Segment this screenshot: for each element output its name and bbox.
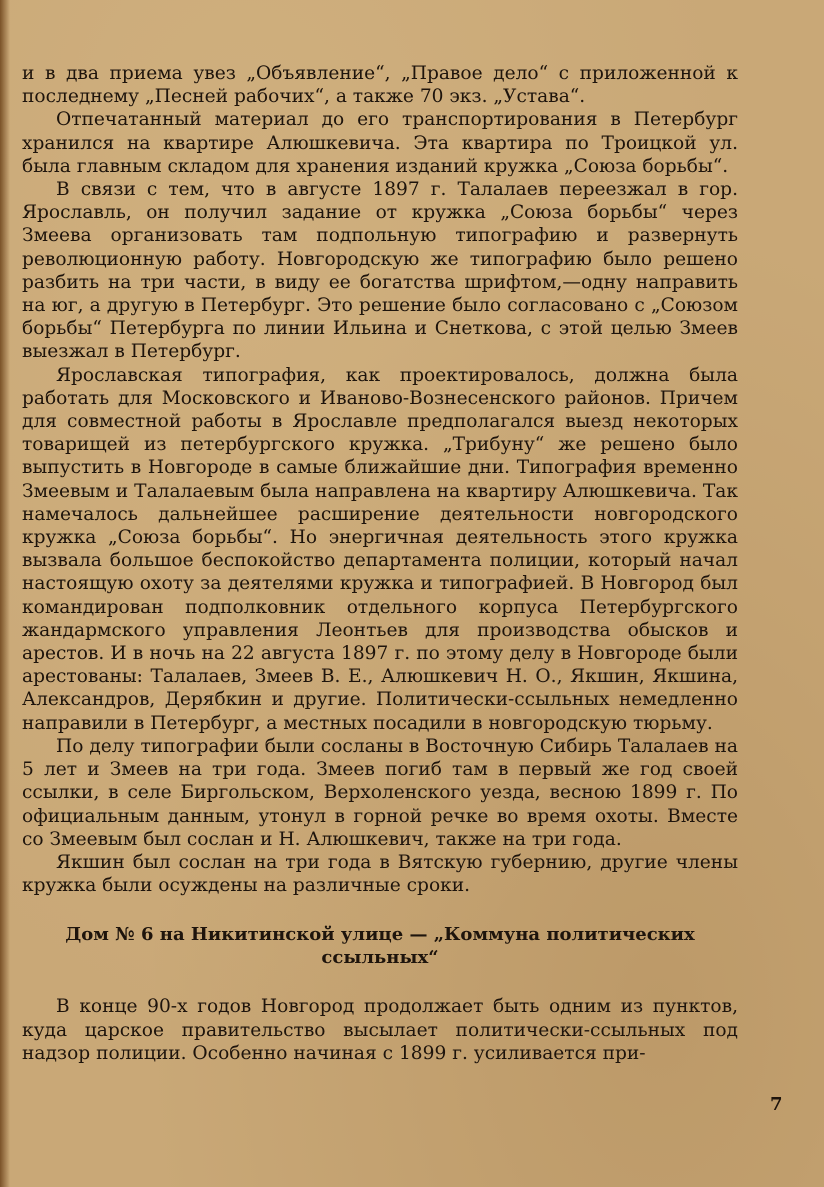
paragraph-2: Отпечатанный материал до его транспортирования в Петербург хранился на квартире Алюшкевича. Эта квартира по Троицкой ул. была главным складом для хранения изданий кружка „Союза борьбы“. <box>22 109 738 177</box>
page-number: 7 <box>770 1094 783 1115</box>
section-heading: Дом № 6 на Никитинской улице — „Коммуна политических ссыльных“ <box>65 924 695 969</box>
paragraph-5: По делу типографии были сосланы в Восточную Сибирь Талалаев на 5 лет и Змеев на три года. Змеев погиб там в первый же год своей ссылки, в селе Биргольском, Верхоленского уезда, весною 1899 г. По официальным данным, утонул в горной речке во время охоты. Вместе со Змеевым был сослан и Н. Алюшкевич, также на три года. <box>22 735 738 850</box>
page-edge-shadow <box>0 0 10 1187</box>
paragraph-7: В конце 90-х годов Новгород продолжает быть одним из пунктов, куда царское правительство высылает политически-ссыльных под надзор полиции. Особенно начиная с 1899 г. усиливается при- <box>22 996 738 1064</box>
paragraph-4: Ярославская типография, как проектировалось, должна была работать для Московского и Иваново-Вознесенского районов. Причем для совместной работы в Ярославле предполагался выезд некоторых товарищей из петербургского кружка. „Трибуну“ же решено было выпустить в Новгороде в самые ближайшие дни. Типография временно Змеевым и Талалаевым была направлена на квартиру Алюшкевича. Так намечалось дальнейшее расширение деятельности новгородского кружка „Союза борьбы“. Но энергичная деятельность этого кружка вызвала большое беспокойство департамента полиции, который начал настоящую охоту за деятелями кружка и типографией. В Новгород был командирован подполковник отдельного корпуса Петербургского жандармского управления Леонтьев для производства обысков и арестов. И в ночь на 22 августа 1897 г. по этому делу в Новгороде были арестованы: Талалаев, Змеев В. Е., Алюшкевич Н. О., Якшин, Якшина, Александров, Дерябкин и другие. Политически-ссыльных немедленно направили в Петербург, а местных посадили в новгородскую тюрьму. <box>22 364 738 734</box>
paragraph-3: В связи с тем, что в августе 1897 г. Талалаев переезжал в гор. Ярославль, он получил задание от кружка „Союза борьбы“ через Змеева организовать там подпольную типографию и развернуть революционную работу. Новгородскую же типографию было решено разбить на три части, в виду ее богатства шрифтом,—одну направить на юг, а другую в Петербург. Это решение было согласовано с „Союзом борьбы“ Петербурга по линии Ильина и Снеткова, с этой целью Змеев выезжал в Петербург. <box>22 179 738 363</box>
paragraph-1: и в два приема увез „Объявление“, „Правое дело“ с приложенной к последнему „Песней рабочих“, а также 70 экз. „Устава“. <box>22 63 738 108</box>
paragraph-6: Якшин был сослан на три года в Вятскую губернию, другие члены кружка были осуждены на различные сроки. <box>22 851 738 897</box>
page-body <box>22 62 738 1065</box>
